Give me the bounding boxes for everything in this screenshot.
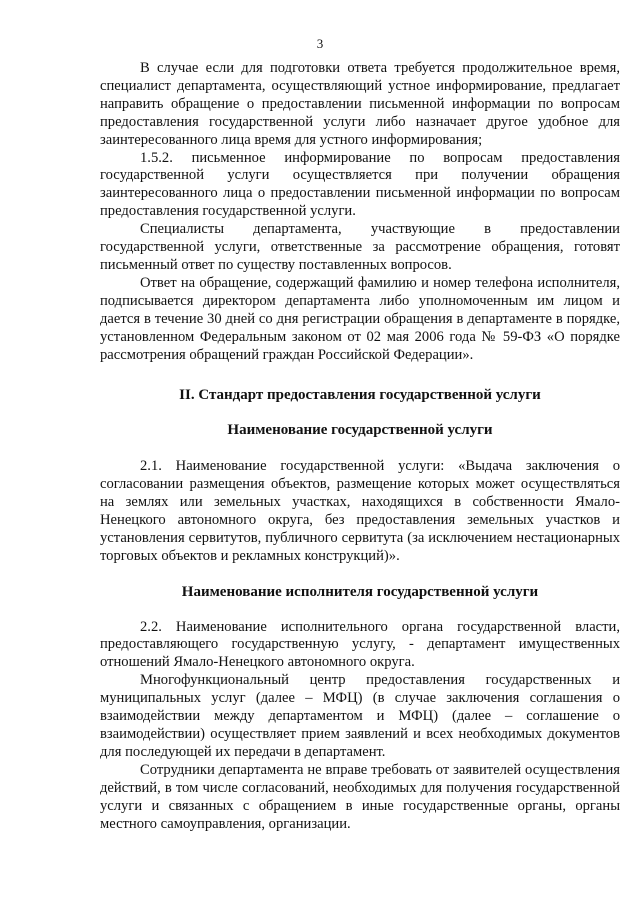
paragraph-mfc: Многофункциональный центр предоставления государственных и муниципальных услуг (далее – МФЦ) (в случае заключения соглашения о взаимодействии между департаментом и МФЦ) (далее – соглашение о взаимодействии) осуществляет прием заявлений и всех необходимых документов для последующей их передачи в департамент.	[100, 672, 620, 760]
paragraph-service-name: 2.1. Наименование государственной услуги: «Выдача заключения о согласовании размещения объектов, размещение которых может осуществляться на землях или земельных участках, находящихся в собственности Ямало-Ненецкого автономного округа, без предоставления земельных участков и установления сервитутов, публичного сервитута (за исключением нестационарных торговых объектов и рекламных конструкций)».	[100, 458, 620, 564]
document-body	[100, 60, 620, 833]
paragraph-written-info: 1.5.2. письменное информирование по вопросам предоставления государственной услуги осуществляется при получении обращения заинтересованного лица о предоставлении письменной информации по вопросам предоставления государственной услуги.	[100, 149, 620, 220]
paragraph-executor: 2.2. Наименование исполнительного органа государственной власти, предоставляющего государственную услугу, - департамент имущественных отношений Ямало-Ненецкого автономного округа.	[100, 618, 620, 671]
subsection-title-executor: Наименование исполнителя государственной услуги	[181, 583, 539, 600]
section-title: II. Стандарт предоставления государственной услуги	[179, 387, 541, 404]
paragraph-response: Ответ на обращение, содержащий фамилию и номер телефона исполнителя, подписывается директором департамента либо уполномоченным им лицом и дается в течение 30 дней со дня регистрации обращения в департаменте в порядке, установленном Федеральным законом от 02 мая 2006 года № 59-ФЗ «О порядке рассмотрения обращений граждан Российской Федерации».	[100, 274, 620, 363]
subsection-title-service-name: Наименование государственной услуги	[227, 422, 493, 439]
page-number: 3	[316, 36, 324, 51]
paragraph-staff-restrictions: Сотрудники департамента не вправе требовать от заявителей осуществления действий, в том числе согласований, необходимых для получения государственной услуги и связанных с обращением в иные государственные органы, органы местного самоуправления, организации.	[100, 761, 620, 832]
paragraph-oral-info-delay: В случае если для подготовки ответа требуется продолжительное время, специалист департамента, осуществляющий устное информирование, предлагает направить обращение о предоставлении письменной информации по вопросам предоставления государственной услуги либо назначает другое удобное для заинтересованного лица время для устного информирования;	[100, 60, 620, 148]
paragraph-specialists: Специалисты департамента, участвующие в предоставлении государственной услуги, ответственные за рассмотрение обращения, готовят письменный ответ по существу поставленных вопросов.	[100, 221, 620, 273]
